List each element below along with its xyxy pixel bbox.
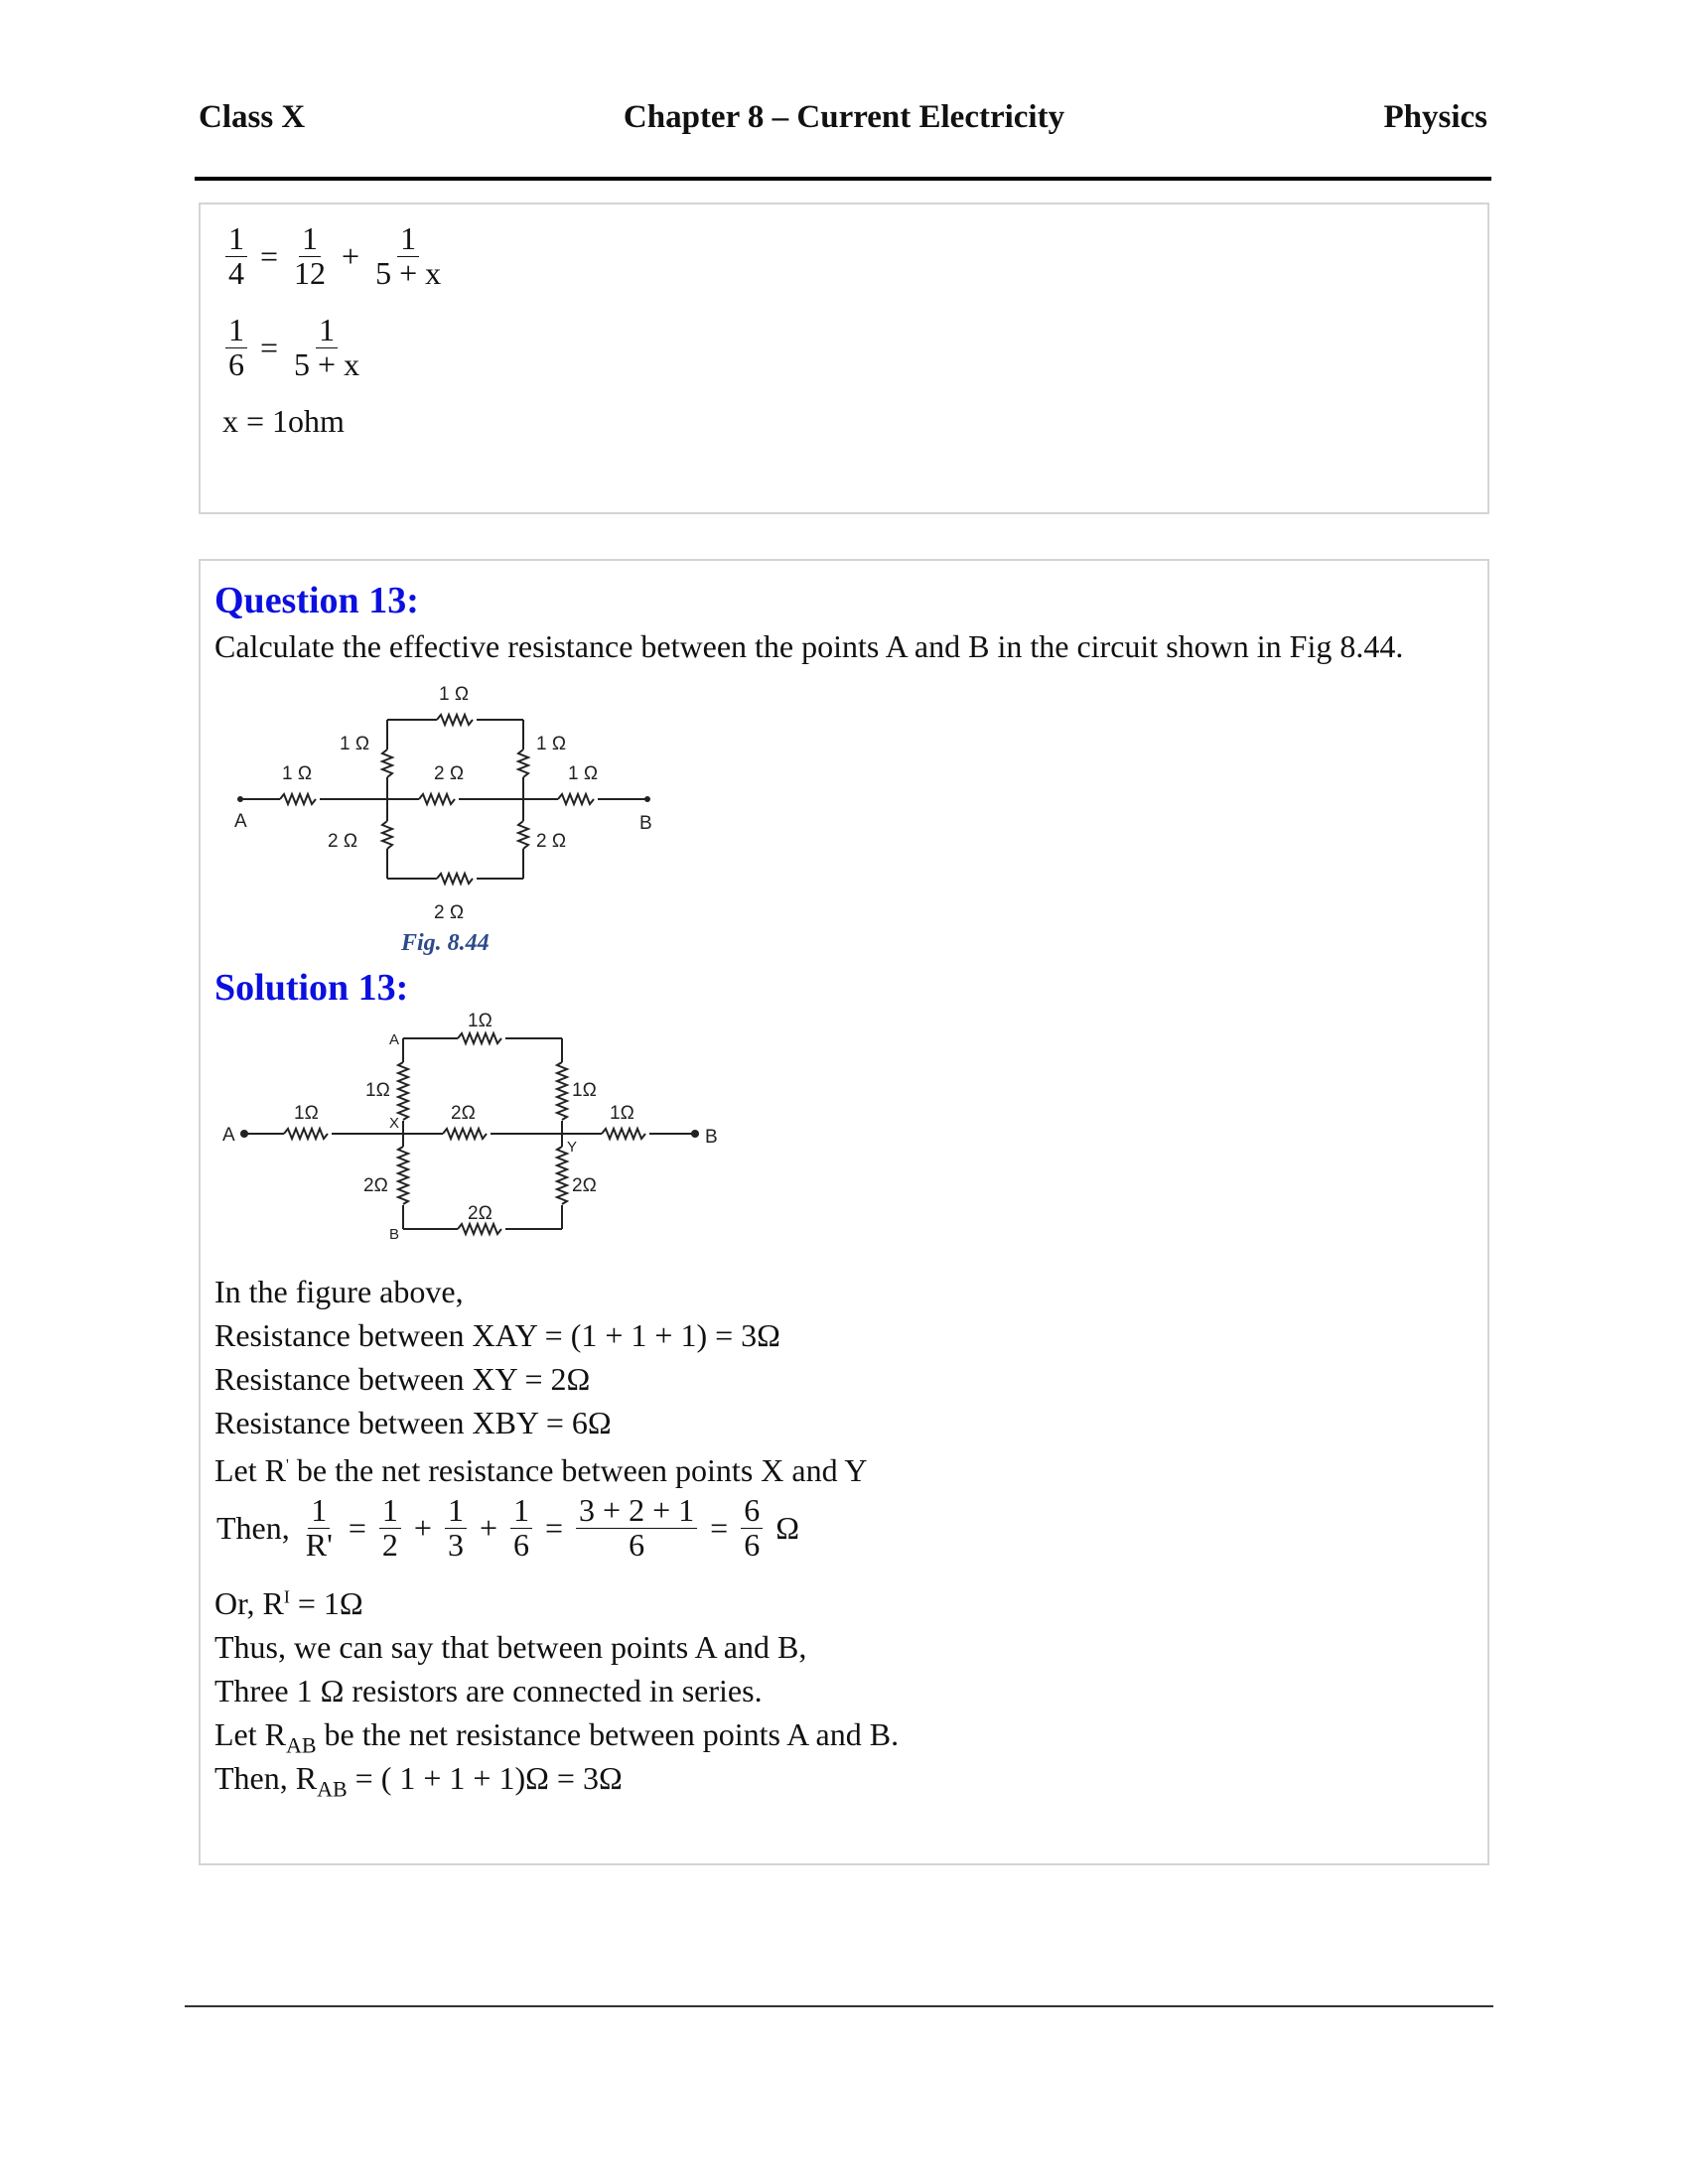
header-divider (195, 177, 1491, 181)
footer-divider (185, 2005, 1493, 2007)
header-subject: Physics (1383, 99, 1487, 135)
solution-rab-line-1: Let $R_{AB}$ be the net resistance between points A and B. (214, 1716, 900, 1758)
fig-label-middle: 2 Ω (434, 763, 465, 784)
question-title: Question 13: (214, 580, 419, 621)
sol-node-y: Y (567, 1139, 578, 1156)
solution-or-line: Or, $R^I = 1\Omega$ (214, 1585, 363, 1621)
question-13-box (199, 559, 1489, 1865)
sol-label-bottom: 2Ω (468, 1203, 492, 1224)
equation-2: $\frac{1}{6}$ = $\frac{1}{5 + x}$ (222, 314, 365, 381)
sol-label-right-vertical-bottom: 2Ω (572, 1175, 597, 1196)
sol-node-b: B (705, 1127, 718, 1148)
equation-3: x = 1ohm (222, 403, 345, 439)
fig-label-top: 1 Ω (439, 684, 470, 705)
solution-rab-line-2: Then, $R_{AB}$ = ( 1 + 1 + 1)Ω = 3Ω (214, 1760, 623, 1802)
sol-label-left-vertical-bottom: 2Ω (363, 1175, 388, 1196)
header-chapter-title: Chapter 8 – Current Electricity (623, 99, 1065, 135)
solution-line-2: Resistance between XAY = (1 + 1 + 1) = 3Ω (214, 1317, 780, 1353)
fig-label-right-vertical-top: 1 Ω (536, 734, 567, 754)
sol-label-top: 1Ω (468, 1013, 492, 1031)
fig-node-a: A (234, 811, 247, 832)
previous-solution-box (199, 203, 1489, 514)
solution-tail-line-2: Three 1 Ω resistors are connected in series. (214, 1673, 763, 1708)
header-class: Class X (199, 99, 306, 135)
solution-line-3: Resistance between XY = 2Ω (214, 1361, 591, 1397)
fig-label-right: 1 Ω (568, 763, 599, 784)
fig-label-right-vertical-bottom: 2 Ω (536, 831, 567, 852)
circuit-figure-8-44 (220, 670, 717, 958)
sol-label-left: 1Ω (294, 1103, 319, 1124)
solution-then-equation: Then, $\frac{1}{R'}$ = $\frac{1}{2}$ + $\frac{1}{3}$ + $\frac{1}{6}$ = $\frac{3 + 2 + 1}{6}$ = $\frac{6}{6}$ Ω (216, 1492, 799, 1563)
sol-label-right-vertical-top: 1Ω (572, 1080, 597, 1101)
equation-1: $\frac{1}{4}$ = $\frac{1}{12}$ + $\frac{1}{5 + x}$ (222, 222, 447, 290)
fig-label-bottom: 2 Ω (434, 902, 465, 923)
solution-line-4: Resistance between XBY = 6Ω (214, 1405, 612, 1440)
fig-caption: Fig. 8.44 (401, 930, 490, 956)
question-text: Calculate the effective resistance between the points A and B in the circuit shown in Fig 8.44. (214, 628, 1404, 664)
solution-circuit-figure (214, 1013, 751, 1251)
sol-label-right: 1Ω (610, 1103, 634, 1124)
fig-label-left-vertical-top: 1 Ω (340, 734, 370, 754)
fig-label-left: 1 Ω (282, 763, 313, 784)
sol-node-upper-a: A (389, 1031, 400, 1048)
sol-node-a: A (222, 1125, 235, 1146)
fig-label-left-vertical-bottom: 2 Ω (328, 831, 358, 852)
solution-tail-line-1: Thus, we can say that between points A and B, (214, 1629, 807, 1665)
solution-let-r-line: Let R' be the net resistance between points X and Y (214, 1452, 868, 1488)
sol-label-left-vertical-top: 1Ω (365, 1080, 390, 1101)
sol-label-middle: 2Ω (451, 1103, 476, 1124)
fig-node-b: B (639, 813, 652, 834)
solution-line-1: In the figure above, (214, 1274, 464, 1309)
solution-title: Solution 13: (214, 967, 409, 1009)
sol-node-x: X (389, 1115, 400, 1132)
sol-node-lower-b: B (389, 1226, 400, 1243)
